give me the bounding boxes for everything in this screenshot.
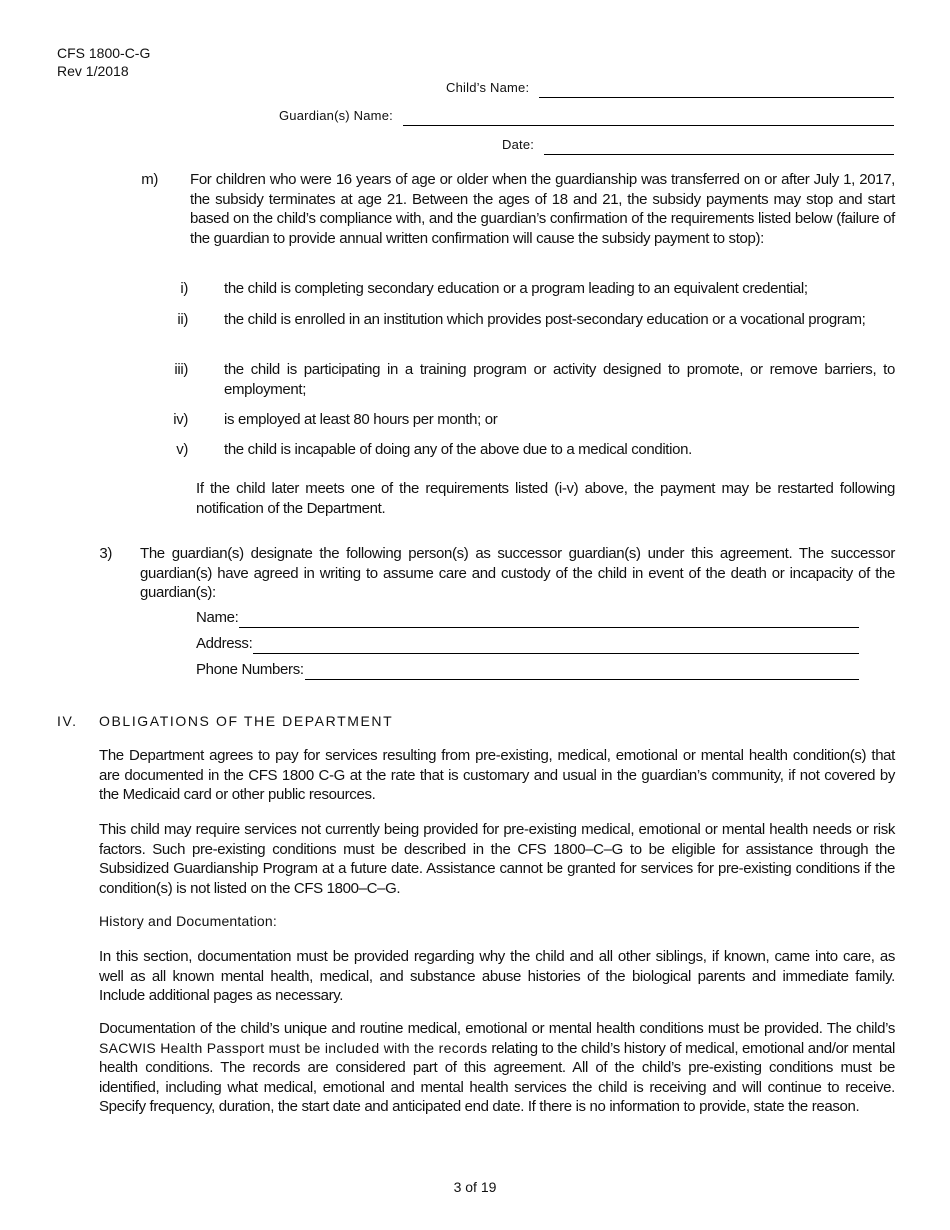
date-label: Date:	[502, 137, 535, 152]
requirement-iv-marker: iv)	[173, 411, 188, 428]
history-heading: History and Documentation:	[99, 913, 277, 929]
item-m-marker: m)	[141, 171, 158, 188]
date-row	[502, 135, 894, 155]
requirement-ii-text: the child is enrolled in an institution which provides post-secondary education or a vocational program;	[224, 311, 866, 328]
childs-name-row	[446, 78, 894, 98]
form-number: CFS 1800-C-G	[57, 45, 151, 61]
item-3-text: The guardian(s) designate the following person(s) as successor guardian(s) under this agreement. The successor guardian(s) have agreed in writing to assume care and custody of the child in event of the death or incapacity of the guardian(s):	[140, 545, 895, 601]
section-iv-title: OBLIGATIONS OF THE DEPARTMENT	[99, 713, 394, 729]
requirement-i-text: the child is completing secondary education or a program leading to an equivalent credential;	[224, 280, 808, 297]
successor-name-row	[196, 608, 859, 628]
item-m-text: For children who were 16 years of age or older when the guardianship was transferred on or after July 1, 2017, the subsidy terminates at age 21. Between the ages of 18 and 21, the subsidy payments may stop and start based on the child’s compliance with, and the guardian’s confirmation of the requirements listed below (failure of the guardian to provide annual written confirmation will cause the subsidy payment to stop):	[190, 171, 895, 247]
restart-note: If the child later meets one of the requirements listed (i-v) above, the payment may be restarted following notification of the Department.	[196, 480, 895, 517]
guardians-name-field[interactable]	[403, 111, 894, 126]
successor-phone-field[interactable]	[305, 663, 859, 680]
para-4-start: Documentation of the child’s unique and routine medical, emotional or mental health conditions must be provided. The child’s	[99, 1020, 895, 1037]
guardians-name-label: Guardian(s) Name:	[279, 108, 393, 123]
requirement-iii-text: the child is participating in a training program or activity designed to promote, or remove barriers, to employment;	[224, 361, 895, 398]
requirement-iv-text: is employed at least 80 hours per month; or	[224, 411, 498, 428]
successor-address-field[interactable]	[253, 637, 859, 654]
childs-name-field[interactable]	[539, 83, 894, 98]
successor-name-field[interactable]	[239, 611, 859, 628]
section-iv-para-4	[99, 1019, 895, 1117]
requirement-ii-marker: ii)	[177, 311, 188, 328]
form-header	[57, 44, 150, 80]
section-iv-para-3: In this section, documentation must be provided regarding why the child and all other siblings, if known, came into care, as well as all known mental health, medical, and substance abuse histories of the biological parents and immediate family. Include additional pages as necessary.	[99, 948, 895, 1004]
requirement-v-marker: v)	[176, 441, 188, 458]
date-field[interactable]	[544, 140, 894, 155]
section-iv-para-1: The Department agrees to pay for services resulting from pre-existing, medical, emotional or mental health condition(s) that are documented in the CFS 1800 C-G at the rate that is customary and usual in the guardian’s community, if not covered by the Medicaid card or other public resources.	[99, 747, 895, 803]
successor-phone-row	[196, 660, 859, 680]
requirement-i-marker: i)	[180, 280, 188, 297]
form-revision: Rev 1/2018	[57, 63, 129, 79]
successor-phone-label: Phone Numbers:	[196, 661, 304, 678]
item-3-marker: 3)	[99, 545, 112, 562]
guardians-name-row	[279, 106, 894, 126]
successor-address-label: Address:	[196, 635, 253, 652]
para-4-end: relating to the child’s history of medical, emotional and/or mental health conditions. The records are considered part of this agreement. All of the child’s pre-existing conditions must be identified, including what medical, emotional and mental health services the child is receiving and will continue to receive. Specify frequency, duration, the start date and anticipated end date. If there is no information to provide, state the reason.	[99, 1039, 896, 1115]
section-iv-para-2: This child may require services not currently being provided for pre-existing medical, emotional or mental health needs or risk factors. Such pre-existing conditions must be described in the CFS 1800–C–G to be eligible for assistance through the Subsidized Guardianship Program at a future date. Assistance cannot be granted for services for pre-existing conditions if the condition(s) is not listed on the CFS 1800–C–G.	[99, 821, 895, 897]
requirement-v-text: the child is incapable of doing any of the above due to a medical condition.	[224, 441, 692, 458]
page-number: 3 of 19	[453, 1179, 497, 1195]
requirement-iii-marker: iii)	[174, 361, 188, 378]
successor-address-row	[196, 634, 859, 654]
health-passport-phrase: SACWIS Health Passport must be included with the records	[99, 1039, 488, 1056]
section-iv-number: IV.	[57, 713, 78, 729]
childs-name-label: Child’s Name:	[446, 80, 530, 95]
successor-name-label: Name:	[196, 609, 239, 626]
